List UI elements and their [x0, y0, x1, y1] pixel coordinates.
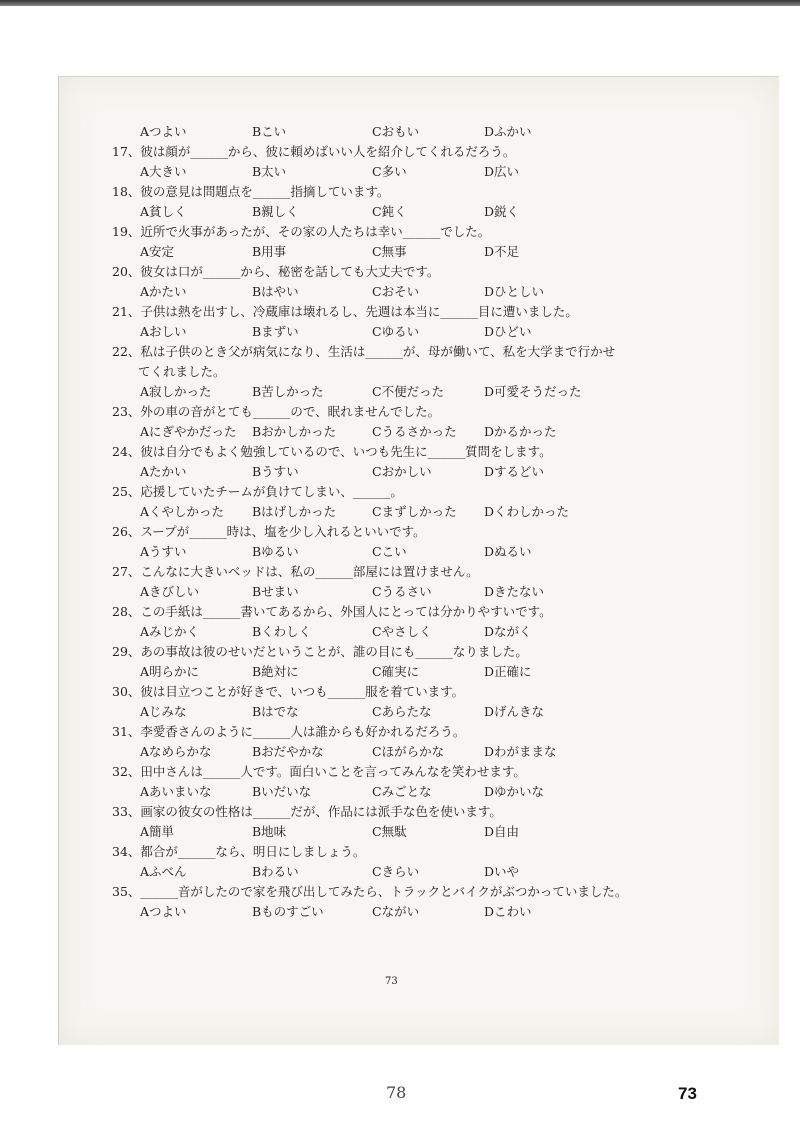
option-a: Aうすい	[140, 544, 187, 559]
option-a: Aつよい	[140, 124, 187, 139]
option-d: Dぬるい	[484, 544, 532, 559]
question-text: 20、彼女は口が______から、秘密を話しても大丈夫です。	[112, 264, 440, 279]
question-text: 35、______音がしたので家を飛び出してみたら、トラックとバイクがぶつかっていました。	[112, 884, 628, 899]
option-b: B地味	[252, 824, 287, 839]
option-row	[112, 782, 672, 802]
option-row	[112, 742, 672, 762]
option-c: Cほがらかな	[372, 744, 445, 759]
option-c: C無事	[372, 244, 407, 259]
question-text: 29、あの事故は彼のせいだということが、誰の目にも______なりました。	[112, 644, 528, 659]
option-b: Bわるい	[252, 864, 299, 879]
option-d: Dひとしい	[484, 284, 545, 299]
option-c: Cみごとな	[372, 784, 432, 799]
option-a: Aかたい	[140, 284, 187, 299]
option-row	[112, 462, 672, 482]
question-text: 19、近所で火事があったが、その家の人たちは幸い______でした。	[112, 224, 491, 239]
option-c: Cうるさい	[372, 584, 432, 599]
option-a: A簡単	[140, 824, 175, 839]
option-d: Dゆかいな	[484, 784, 545, 799]
option-a: Aなめらかな	[140, 744, 212, 759]
option-b: B親しく	[252, 204, 299, 219]
question-text: 28、この手紙は______書いてあるから、外国人にとっては分かりやすいです。	[112, 604, 552, 619]
option-c: C無駄	[372, 824, 407, 839]
question-text: 25、応援していたチームが負けてしまい、______。	[112, 484, 403, 499]
option-b: Bはやい	[252, 284, 299, 299]
option-c: Cきらい	[372, 864, 420, 879]
option-row	[112, 322, 672, 342]
option-d: Dこわい	[484, 904, 532, 919]
option-d: D正確に	[484, 664, 532, 679]
question-text-continued: てくれました。	[138, 364, 226, 379]
option-b: Bものすごい	[252, 904, 324, 919]
question-text: 33、画家の彼女の性格は______だが、作品には派手な色を使います。	[112, 804, 502, 819]
option-b: Bおだやかな	[252, 744, 324, 759]
option-a: Aつよい	[140, 904, 187, 919]
option-c: Cおそい	[372, 284, 420, 299]
question-text: 21、子供は熱を出すし、冷蔵庫は壊れるし、先週は本当に______目に遭いました。	[112, 304, 578, 319]
option-b: Bいだいな	[252, 784, 312, 799]
option-b: B用事	[252, 244, 287, 259]
option-b: Bゆるい	[252, 544, 299, 559]
option-row-16	[112, 122, 672, 142]
option-c: Cまずしかった	[372, 504, 457, 519]
option-row	[112, 242, 672, 262]
option-row	[112, 282, 672, 302]
option-a: A貧しく	[140, 204, 187, 219]
question-text: 23、外の車の音がとても______ので、眠れませんでした。	[112, 404, 441, 419]
option-row	[112, 382, 672, 402]
option-b: Bせまい	[252, 584, 299, 599]
option-row	[112, 662, 672, 682]
question-text: 30、彼は目立つことが好きで、いつも______服を着ています。	[112, 684, 465, 699]
option-row	[112, 162, 672, 182]
option-d: Dするどい	[484, 464, 545, 479]
option-row	[112, 822, 672, 842]
option-d: D鋭く	[484, 204, 520, 219]
option-a: Aたかい	[140, 464, 187, 479]
option-a: Aみじかく	[140, 624, 200, 639]
option-d: D自由	[484, 824, 520, 839]
question-list	[112, 122, 672, 922]
option-d: Dくわしかった	[484, 504, 570, 519]
option-c: Cうるさかった	[372, 424, 457, 439]
option-b: Bはげしかった	[252, 504, 337, 519]
question-text: 34、都合が______なら、明日にしましょう。	[112, 844, 366, 859]
option-row	[112, 622, 672, 642]
option-d: D広い	[484, 164, 520, 179]
option-c: Cおかしい	[372, 464, 432, 479]
footer-right-number: 73	[678, 1084, 697, 1103]
option-row	[112, 902, 672, 922]
option-b: Bまずい	[252, 324, 299, 339]
option-a: Aにぎやかだった	[140, 424, 237, 439]
option-d: Dげんきな	[484, 704, 545, 719]
option-row	[112, 202, 672, 222]
option-d: Dながく	[484, 624, 532, 639]
question-text: 27、こんなに大きいベッドは、私の______部屋には置けません。	[112, 564, 479, 579]
option-d: Dふかい	[484, 124, 532, 139]
question-text: 24、彼は自分でもよく勉強しているので、いつも先生に______質問をします。	[112, 444, 552, 459]
option-d: Dかるかった	[484, 424, 557, 439]
option-c: Cあらたな	[372, 704, 432, 719]
option-b: B絶対に	[252, 664, 299, 679]
option-a: A寂しかった	[140, 384, 212, 399]
option-d: Dひどい	[484, 324, 532, 339]
option-row	[112, 422, 672, 442]
question-text: 17、彼は顔が______から、彼に頼めばいい人を紹介してくれるだろう。	[112, 144, 516, 159]
option-a: Aふべん	[140, 864, 187, 879]
question-text: 22、私は子供のとき父が病気になり、生活は______が、母が働いて、私を大学まで行かせ	[112, 344, 616, 359]
option-b: Bはでな	[252, 704, 299, 719]
scan-top-edge	[0, 0, 800, 6]
option-b: Bくわしく	[252, 624, 312, 639]
question-text: 32、田中さんは______人です。面白いことを言ってみんなを笑わせます。	[112, 764, 526, 779]
option-d: D不足	[484, 244, 520, 259]
option-a: A大きい	[140, 164, 187, 179]
option-row	[112, 862, 672, 882]
option-a: Aあいまいな	[140, 784, 212, 799]
option-a: Aおしい	[140, 324, 187, 339]
option-d: Dわがままな	[484, 744, 557, 759]
option-a: A安定	[140, 244, 175, 259]
option-c: Cながい	[372, 904, 420, 919]
option-b: Bうすい	[252, 464, 299, 479]
option-row	[112, 542, 672, 562]
option-d: Dきたない	[484, 584, 545, 599]
option-c: Cやさしく	[372, 624, 432, 639]
option-a: A明らかに	[140, 664, 200, 679]
option-b: B太い	[252, 164, 287, 179]
option-b: Bおかしかった	[252, 424, 337, 439]
option-c: C確実に	[372, 664, 420, 679]
option-row	[112, 502, 672, 522]
page-number-small: 73	[385, 976, 398, 987]
option-c: C多い	[372, 164, 407, 179]
option-a: Aじみな	[140, 704, 187, 719]
option-d: Dいや	[484, 864, 520, 879]
option-a: Aきびしい	[140, 584, 200, 599]
option-row	[112, 702, 672, 722]
option-b: B苦しかった	[252, 384, 324, 399]
question-text: 18、彼の意見は問題点を______指摘しています。	[112, 184, 390, 199]
option-c: Cゆるい	[372, 324, 420, 339]
question-text: 26、スープが______時は、塩を少し入れるといいです。	[112, 524, 426, 539]
option-b: Bこい	[252, 124, 287, 139]
option-c: C鈍く	[372, 204, 407, 219]
option-d: D可愛そうだった	[484, 384, 582, 399]
footer-left-number: 78	[386, 1083, 407, 1102]
option-c: Cおもい	[372, 124, 420, 139]
option-row	[112, 582, 672, 602]
option-c: Cこい	[372, 544, 407, 559]
option-c: C不便だった	[372, 384, 445, 399]
question-text: 31、李愛香さんのように______人は誰からも好かれるだろう。	[112, 724, 466, 739]
option-a: Aくやしかった	[140, 504, 225, 519]
